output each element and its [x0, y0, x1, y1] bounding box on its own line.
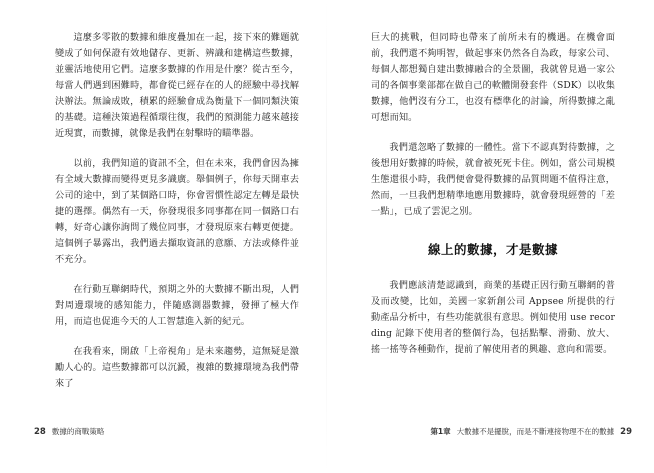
paragraph: 這麼多零散的數據和維度疊加在一起，接下來的難題就變成了如何保證有效地儲存、更新、辨識和建構這些數據，並靈活地使用它們。這麼多數據的作用是什麼？從古至今，每當人們遇到困難時，都會從已經存在的人的經驗中尋找解決辦法。無論成敗，積累的經驗會成為衡量下一個同類決策的基礎。這種決策過程循環往復，我們的預測能力越來越接近現實，而數據，就像是我們在射擊時的瞄準器。: [55, 32, 299, 139]
paragraph: 巨大的挑戰，但同時也帶來了前所未有的機遇。在機會面前，我們還不夠明智，做起事來仍然各自為政，每家公司、每個人都想獨自建出數據融合的全景圖，我就曾見過一家公司的各個事業部都在做自己的軟體開發套件（SDK）以收集數據，他們沒有分工，也沒有標準化的討論，所得數據之亂可想而知。: [371, 32, 615, 123]
left-page-body: [55, 30, 299, 406]
right-page-body: [371, 30, 615, 372]
right-page: [327, 0, 654, 473]
paragraph: 以前，我們知道的資訊不全，但在未來，我們會因為擁有全域大數據而變得更見多識廣。舉個例子，你每天開車去公司的途中，到了某個路口時，你會習慣性認定左轉是最快捷的選擇。偶然有一天，你發現很多同事都在同一個路口右轉，好奇心讓你詢問了幾位同事，才發現原來右轉更便捷。這個例子暴露出，我們過去擷取資訊的意願、方法或條件並不充分。: [55, 158, 299, 265]
paragraph: 我們還忽略了數據的一體性。當下不認真對待數據，之後想用好數據的時候，就會被死死卡住。例如，當公司規模生態還很小時，我們便會覺得數據的品質問題不值得注意，然而，一旦我們想精準地應用數據時，就會發現經營的「差一點」，已成了雲泥之別。: [371, 142, 615, 217]
left-page-footer: [34, 427, 104, 437]
paragraph: 在行動互聯網時代，預期之外的大數據不斷出現，人們對周邊環境的感知能力，伴隨感測器數據，發揮了極大作用，而這也促進今天的人工智慧進入新的紀元。: [55, 284, 299, 327]
paragraph: 我們應該清楚認識到，商業的基礎正因行動互聯網的普及而改變，比如，美國一家新創公司 Appsee 所提供的行動產品分析中，有些功能就很有意思。例如使用 use recording 記錄下使用者的整個行為，包括點擊、滑動、放大、搖一搖等各種動作，提前了解使用者的興趣、意向和需要。: [371, 280, 615, 355]
section-heading: 線上的數據，才是數據: [427, 242, 558, 257]
page-number: 29: [620, 427, 632, 437]
running-chapter-title: 大數據不是擺脫，而是不斷連接物理不在的數據: [456, 427, 615, 436]
page-number: 28: [34, 427, 46, 437]
paragraph: 在我看來，開啟「上帝視角」是未來趨勢，這無疑是激勵人心的。這些數據都可以沉澱，複雜的數據環境為我們帶來了: [55, 346, 299, 389]
chapter-label: 第1章: [430, 427, 451, 436]
right-page-footer: [430, 427, 632, 437]
running-book-title: 數據的商戰策略: [51, 427, 105, 436]
